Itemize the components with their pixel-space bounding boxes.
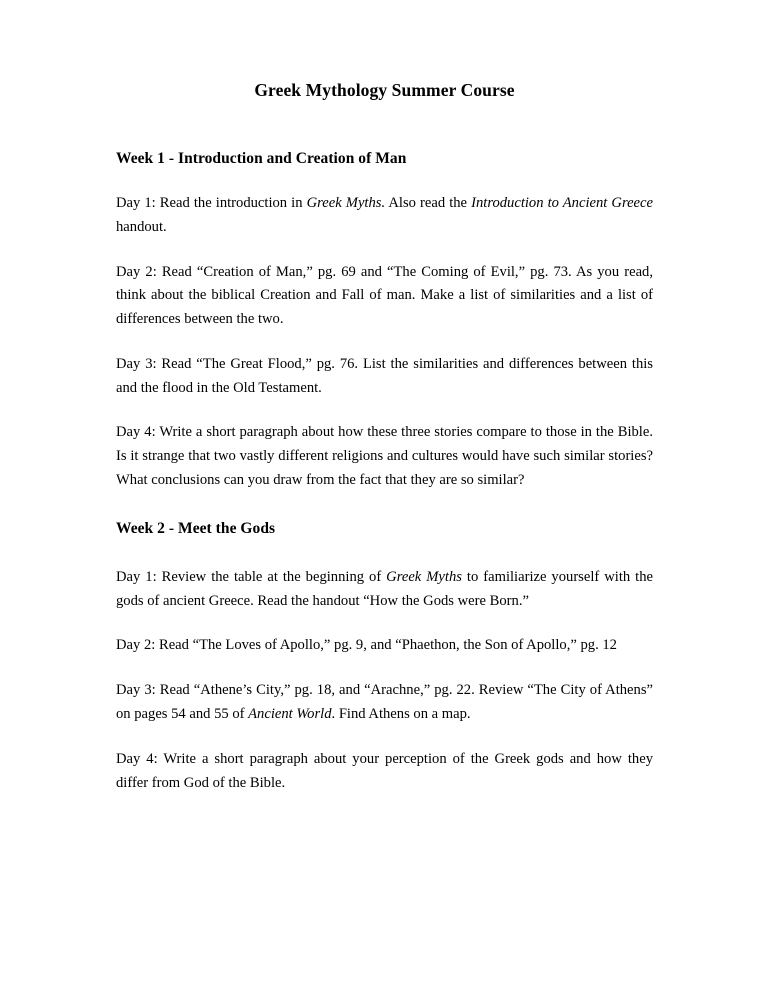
section-heading-week-2: Week 2 - Meet the Gods (116, 519, 276, 537)
spacer (116, 613, 653, 634)
paragraph-week1-day1: Day 1: Read the introduction in Greek Myths. Also read the Introduction to Ancient Greece handout. (116, 195, 653, 235)
italic-run: Greek Myths (386, 568, 462, 585)
document-body (116, 80, 653, 795)
paragraph-week2-day2: Day 2: Read “The Loves of Apollo,” pg. 9, and “Phaethon, the Son of Apollo,” pg. 12 (116, 637, 617, 654)
paragraph-week1-day3: Day 3: Read “The Great Flood,” pg. 76. List the similarities and differences between this and the flood in the Old Testament. (116, 355, 653, 396)
spacer (116, 658, 653, 679)
page-title: Greek Mythology Summer Course (254, 80, 515, 100)
spacer (116, 332, 653, 353)
italic-run: Greek Myths. (306, 195, 386, 211)
italic-run: Ancient World (248, 705, 332, 722)
spacer (116, 493, 653, 520)
spacer (116, 538, 653, 566)
spacer (116, 168, 653, 192)
paragraph-week2-day3: Day 3: Read “Athene’s City,” pg. 18, and “Arachne,” pg. 22. Review “The City of Athens” on pages 54 and 55 of Ancient World. Find Athens on a map. (116, 682, 653, 722)
paragraph-week1-day2: Day 2: Read “Creation of Man,” pg. 69 and “The Coming of Evil,” pg. 73. As you read, think about the biblical Creation and Fall of man. Make a list of similarities and a list of differences between the two. (116, 263, 653, 328)
spacer (116, 400, 653, 421)
spacer (116, 101, 653, 150)
spacer (116, 240, 653, 261)
spacer (116, 727, 653, 748)
paragraph-week1-day4: Day 4: Write a short paragraph about how these three stories compare to those in the Bible. Is it strange that two vastly different religions and cultures would have such similar stories? What conclusions can you draw from the fact that they are so similar? (116, 424, 653, 489)
section-heading-week-1: Week 1 - Introduction and Creation of Man (116, 150, 407, 167)
paragraph-week2-day1: Day 1: Review the table at the beginning of Greek Myths to familiarize yourself with the gods of ancient Greece. Read the handout “How the Gods were Born.” (116, 568, 653, 609)
italic-run: Introduction to Ancient Greece (471, 195, 653, 211)
paragraph-week2-day4: Day 4: Write a short paragraph about your perception of the Greek gods and how they differ from God of the Bible. (116, 750, 653, 791)
